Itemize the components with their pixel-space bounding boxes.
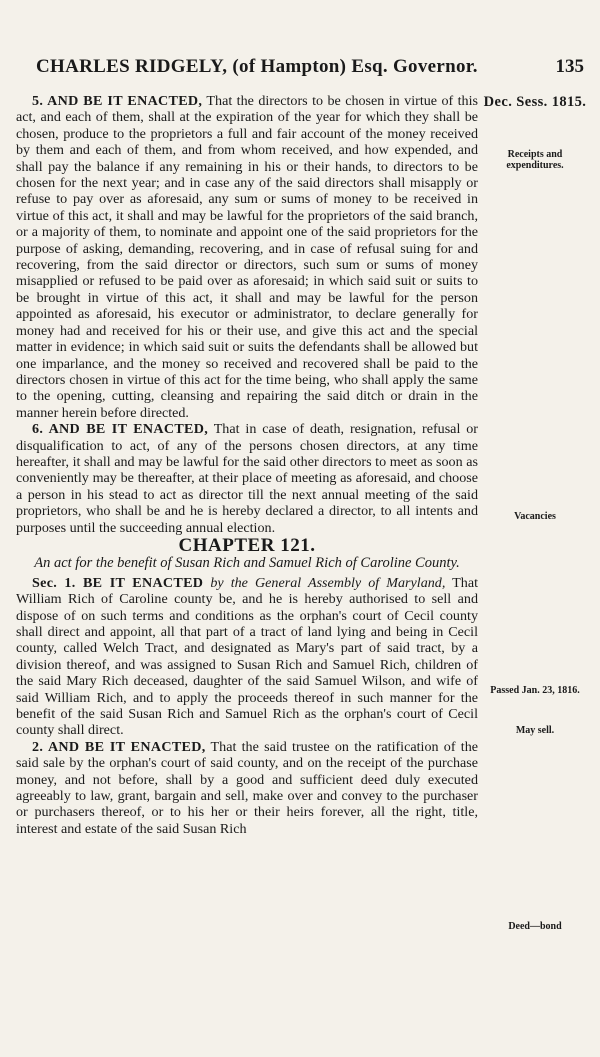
margin-note-vacancies: Vacancies — [514, 511, 556, 522]
section-6-lead: 6. AND BE IT ENACTED, — [32, 421, 209, 438]
chapter-section-1-lead: Sec. 1. BE IT ENACTED — [32, 574, 204, 591]
section-6 — [16, 421, 478, 536]
margin-note-session: Dec. Sess. 1815. — [483, 94, 587, 110]
chapter-section-2 — [16, 739, 478, 837]
chapter-section-2-text: That the said trustee on the ratification of the said sale by the orphan's court of said county, and on the receipt of the purchase money, and not before, shall by a good and sufficient deed duly executed agreeably to law, grant, bargain and sell, make over and convey to the purchaser or purchasers thereof, or to his her or their heirs forever, all the right, title, interest and estate of the said Susan Rich — [16, 738, 479, 837]
chapter-heading: CHAPTER 121. — [178, 534, 316, 556]
margin-note-deed: Deed—bond — [508, 921, 562, 932]
chapter-section-1-text: That William Rich of Caroline county be, and he is hereby authorised to sell and dispose of on such terms and conditions as the orphan's court of Cecil county shall direct and appoint, all that part of a tract of land lying and being in Cecil county, called Welch Tract, and designated as Mary's part of said tract, by a division thereof, and was assigned to Susan Rich and Samuel Rich, children of the said Mary Rich deceased, daughter of the said Samuel Wilson, and wife of said William Rich, and to apply the proceeds thereof in such manner for the benefit of the said Susan Rich and Samuel Rich as the orphan's court of Cecil county shall direct. — [16, 574, 478, 739]
section-5 — [16, 93, 478, 421]
margin-note-passed: Passed Jan. 23, 1816. — [490, 685, 580, 696]
running-head — [20, 56, 584, 82]
margin-notes — [482, 93, 590, 1013]
chapter-section-1 — [16, 575, 478, 739]
running-head-title: CHARLES RIDGELY, (of Hampton) Esq. Governor. — [36, 56, 478, 77]
body-text — [16, 93, 478, 837]
margin-note-receipts: Receipts and expenditures. — [506, 149, 564, 171]
page-number: 135 — [555, 56, 584, 77]
act-title: An act for the benefit of Susan Rich and Samuel Rich of Caroline County. — [34, 555, 460, 572]
chapter-section-2-lead: 2. AND BE IT ENACTED, — [32, 738, 206, 755]
chapter-section-1-enacting-clause: by the General Assembly of Maryland, — [210, 574, 446, 591]
section-6-text: That in case of death, resignation, refusal or disqualification to act, of any of the persons chosen directors, at any time hereafter, it shall and may be lawful for the said other directors to meet as soon as conveniently may be thereafter, at their place of meeting as aforesaid, and choose a person in his stead to act as director till the next annual meeting of the said proprietors, who shall be and he is hereby declared a director, to all intents and purposes until the succeeding annual election. — [16, 421, 478, 536]
section-5-text: That the directors to be chosen in virtue of this act, and each of them, shall at the expiration of the year for which they shall be chosen, produce to the proprietors a full and fair account of the money received by them and each of them, and from whom received, and how expended, and shall pay the balance if any remaining in his or their hands, to directors to be chosen for the next year; and in case any of the said directors shall misapply or refuse to pay over as aforesaid, any sum or sums of money to be received in virtue of this act, it shall and may be lawful for the proprietors of the said branch, or a majority of them, to nominate and appoint one of the said proprietors for the purpose of asking, demanding, recovering, and in case of refusal suing for and recovering, from the said director or directors, such sum or sums of money misapplied or refused to be paid over as aforesaid; in which said suit or suits to be brought in virtue of this act, it shall and may be lawful for the person appointed as aforesaid, his executor or administrator, to declare generally for money had and received for his or their use, and give this act and the special matter in evidence; in which said suit or suits the defendants shall be allowed but one imparlance, and the money so received and recovered shall be paid to the directors chosen in virtue of this act for the time being, who shall apply the same to the opening, cutting, cleansing and repairing the said ditch or drain in the manner herein before directed. — [16, 93, 479, 421]
section-5-lead: 5. AND BE IT ENACTED, — [32, 93, 203, 109]
margin-note-may-sell: May sell. — [515, 725, 555, 736]
